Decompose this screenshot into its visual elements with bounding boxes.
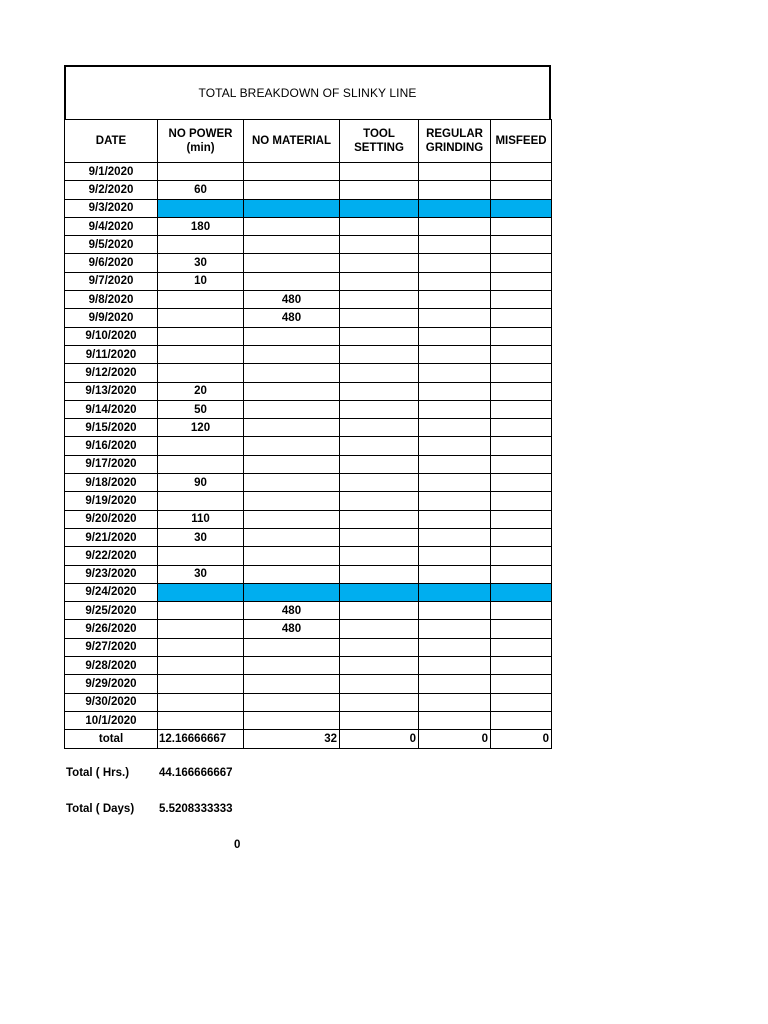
- date-cell: 9/17/2020: [65, 455, 158, 473]
- tool-setting-cell: [340, 419, 419, 437]
- breakdown-sheet: [64, 65, 551, 749]
- no-power-cell: [158, 291, 244, 309]
- regular-grinding-cell: [419, 675, 491, 693]
- no-material-cell: [244, 675, 340, 693]
- date-cell: 9/7/2020: [65, 272, 158, 290]
- misfeed-cell: [491, 181, 552, 199]
- no-material-cell: [244, 474, 340, 492]
- regular-grinding-cell: [419, 510, 491, 528]
- table-row: [65, 345, 552, 363]
- no-material-cell: [244, 400, 340, 418]
- header-tool-setting: [340, 120, 419, 163]
- no-material-cell: [244, 528, 340, 546]
- misfeed-cell: [491, 510, 552, 528]
- regular-grinding-cell: [419, 437, 491, 455]
- table-row: [65, 327, 552, 345]
- table-row: [65, 638, 552, 656]
- no-material-cell: 480: [244, 291, 340, 309]
- regular-grinding-cell: [419, 583, 491, 601]
- table-row: [65, 675, 552, 693]
- misfeed-cell: [491, 474, 552, 492]
- regular-grinding-cell: [419, 163, 491, 181]
- misfeed-cell: [491, 217, 552, 235]
- table-row: [65, 199, 552, 217]
- misfeed-cell: [491, 272, 552, 290]
- regular-grinding-cell: [419, 327, 491, 345]
- sheet-title-text: TOTAL BREAKDOWN OF SLINKY LINE: [198, 86, 417, 100]
- date-cell: 9/11/2020: [65, 345, 158, 363]
- table-row: [65, 163, 552, 181]
- misfeed-cell: [491, 528, 552, 546]
- no-material-cell: [244, 217, 340, 235]
- date-cell: 9/2/2020: [65, 181, 158, 199]
- date-cell: 9/22/2020: [65, 547, 158, 565]
- summary-extra-value: 0: [234, 839, 241, 851]
- date-cell: 9/29/2020: [65, 675, 158, 693]
- date-cell: 9/6/2020: [65, 254, 158, 272]
- totals-regular-grinding: 0: [419, 730, 491, 748]
- no-power-cell: 30: [158, 254, 244, 272]
- misfeed-cell: [491, 199, 552, 217]
- regular-grinding-cell: [419, 400, 491, 418]
- table-row: [65, 510, 552, 528]
- date-cell: 9/5/2020: [65, 236, 158, 254]
- no-power-cell: 120: [158, 419, 244, 437]
- date-cell: 9/8/2020: [65, 291, 158, 309]
- no-material-cell: [244, 455, 340, 473]
- totals-no-power: 12.16666667: [158, 730, 244, 748]
- date-cell: 9/23/2020: [65, 565, 158, 583]
- no-power-cell: 30: [158, 565, 244, 583]
- table-row: [65, 711, 552, 729]
- regular-grinding-cell: [419, 492, 491, 510]
- date-cell: 9/10/2020: [65, 327, 158, 345]
- table-row: [65, 400, 552, 418]
- tool-setting-cell: [340, 163, 419, 181]
- misfeed-cell: [491, 693, 552, 711]
- no-material-cell: [244, 181, 340, 199]
- header-no-power-line1: NO POWER: [168, 128, 233, 140]
- no-power-cell: [158, 602, 244, 620]
- tool-setting-cell: [340, 217, 419, 235]
- date-cell: 9/14/2020: [65, 400, 158, 418]
- breakdown-table: [64, 119, 552, 749]
- no-power-cell: 60: [158, 181, 244, 199]
- tool-setting-cell: [340, 291, 419, 309]
- totals-label: total: [65, 730, 158, 748]
- no-material-cell: [244, 492, 340, 510]
- no-power-cell: [158, 657, 244, 675]
- tool-setting-cell: [340, 620, 419, 638]
- no-power-cell: [158, 199, 244, 217]
- date-cell: 9/21/2020: [65, 528, 158, 546]
- table-row: [65, 272, 552, 290]
- date-cell: 9/9/2020: [65, 309, 158, 327]
- tool-setting-cell: [340, 437, 419, 455]
- misfeed-cell: [491, 163, 552, 181]
- table-row: [65, 492, 552, 510]
- misfeed-cell: [491, 675, 552, 693]
- misfeed-cell: [491, 382, 552, 400]
- table-row: [65, 217, 552, 235]
- misfeed-cell: [491, 455, 552, 473]
- regular-grinding-cell: [419, 602, 491, 620]
- summary-hours-value: 44.166666667: [159, 767, 233, 779]
- no-material-cell: [244, 638, 340, 656]
- tool-setting-cell: [340, 382, 419, 400]
- regular-grinding-cell: [419, 217, 491, 235]
- table-row: [65, 657, 552, 675]
- tool-setting-cell: [340, 693, 419, 711]
- no-power-cell: [158, 309, 244, 327]
- table-row: [65, 547, 552, 565]
- regular-grinding-cell: [419, 657, 491, 675]
- date-cell: 9/19/2020: [65, 492, 158, 510]
- misfeed-cell: [491, 638, 552, 656]
- table-row: [65, 528, 552, 546]
- no-power-cell: [158, 620, 244, 638]
- date-cell: 9/25/2020: [65, 602, 158, 620]
- date-cell: 9/1/2020: [65, 163, 158, 181]
- no-material-cell: [244, 711, 340, 729]
- table-row: [65, 602, 552, 620]
- date-cell: 9/26/2020: [65, 620, 158, 638]
- no-power-cell: [158, 638, 244, 656]
- tool-setting-cell: [340, 400, 419, 418]
- regular-grinding-cell: [419, 474, 491, 492]
- no-power-cell: 110: [158, 510, 244, 528]
- tool-setting-cell: [340, 272, 419, 290]
- totals-row: [65, 730, 552, 748]
- misfeed-cell: [491, 657, 552, 675]
- regular-grinding-cell: [419, 272, 491, 290]
- misfeed-cell: [491, 236, 552, 254]
- regular-grinding-cell: [419, 236, 491, 254]
- tool-setting-cell: [340, 510, 419, 528]
- no-power-cell: [158, 163, 244, 181]
- no-power-cell: [158, 327, 244, 345]
- tool-setting-cell: [340, 547, 419, 565]
- no-power-cell: [158, 675, 244, 693]
- date-cell: 9/12/2020: [65, 364, 158, 382]
- no-material-cell: [244, 236, 340, 254]
- no-material-cell: [244, 583, 340, 601]
- no-material-cell: [244, 510, 340, 528]
- no-power-cell: 50: [158, 400, 244, 418]
- regular-grinding-cell: [419, 638, 491, 656]
- misfeed-cell: [491, 565, 552, 583]
- misfeed-cell: [491, 547, 552, 565]
- date-cell: 9/4/2020: [65, 217, 158, 235]
- no-power-cell: [158, 345, 244, 363]
- no-power-cell: [158, 236, 244, 254]
- misfeed-cell: [491, 400, 552, 418]
- tool-setting-cell: [340, 675, 419, 693]
- header-no-material: NO MATERIAL: [244, 120, 340, 163]
- regular-grinding-cell: [419, 345, 491, 363]
- regular-grinding-cell: [419, 199, 491, 217]
- tool-setting-cell: [340, 199, 419, 217]
- no-material-cell: [244, 163, 340, 181]
- header-regular-line2: GRINDING: [425, 142, 484, 154]
- date-cell: 9/30/2020: [65, 693, 158, 711]
- no-material-cell: [244, 419, 340, 437]
- regular-grinding-cell: [419, 693, 491, 711]
- table-row: [65, 693, 552, 711]
- misfeed-cell: [491, 254, 552, 272]
- misfeed-cell: [491, 327, 552, 345]
- no-material-cell: [244, 327, 340, 345]
- no-material-cell: [244, 272, 340, 290]
- no-power-cell: [158, 437, 244, 455]
- table-row: [65, 382, 552, 400]
- tool-setting-cell: [340, 345, 419, 363]
- no-power-cell: [158, 455, 244, 473]
- header-misfeed: MISFEED: [491, 120, 552, 163]
- summary-days-label: Total ( Days): [66, 803, 135, 815]
- date-cell: 10/1/2020: [65, 711, 158, 729]
- table-row: [65, 419, 552, 437]
- tool-setting-cell: [340, 254, 419, 272]
- no-power-cell: [158, 583, 244, 601]
- no-power-cell: 180: [158, 217, 244, 235]
- totals-misfeed: 0: [491, 730, 552, 748]
- no-material-cell: [244, 382, 340, 400]
- regular-grinding-cell: [419, 181, 491, 199]
- no-power-cell: 10: [158, 272, 244, 290]
- misfeed-cell: [491, 291, 552, 309]
- misfeed-cell: [491, 711, 552, 729]
- misfeed-cell: [491, 345, 552, 363]
- summary-hours-label: Total ( Hrs.): [66, 767, 130, 779]
- no-material-cell: [244, 254, 340, 272]
- header-tool-line1: TOOL: [363, 128, 395, 140]
- date-cell: 9/28/2020: [65, 657, 158, 675]
- regular-grinding-cell: [419, 419, 491, 437]
- misfeed-cell: [491, 419, 552, 437]
- regular-grinding-cell: [419, 382, 491, 400]
- regular-grinding-cell: [419, 528, 491, 546]
- regular-grinding-cell: [419, 620, 491, 638]
- misfeed-cell: [491, 492, 552, 510]
- totals-no-material: 32: [244, 730, 340, 748]
- tool-setting-cell: [340, 181, 419, 199]
- table-row: [65, 437, 552, 455]
- header-regular-line1: REGULAR: [426, 128, 483, 140]
- no-material-cell: [244, 547, 340, 565]
- misfeed-cell: [491, 583, 552, 601]
- tool-setting-cell: [340, 455, 419, 473]
- table-row: [65, 364, 552, 382]
- tool-setting-cell: [340, 565, 419, 583]
- summary-days-value: 5.5208333333: [159, 803, 233, 815]
- date-cell: 9/24/2020: [65, 583, 158, 601]
- date-cell: 9/15/2020: [65, 419, 158, 437]
- no-material-cell: [244, 364, 340, 382]
- no-material-cell: 480: [244, 309, 340, 327]
- tool-setting-cell: [340, 474, 419, 492]
- no-material-cell: [244, 437, 340, 455]
- header-date: DATE: [65, 120, 158, 163]
- no-power-cell: 30: [158, 528, 244, 546]
- table-row: [65, 474, 552, 492]
- regular-grinding-cell: [419, 565, 491, 583]
- regular-grinding-cell: [419, 364, 491, 382]
- date-cell: 9/13/2020: [65, 382, 158, 400]
- no-material-cell: [244, 345, 340, 363]
- no-material-cell: [244, 199, 340, 217]
- regular-grinding-cell: [419, 254, 491, 272]
- no-power-cell: [158, 364, 244, 382]
- date-cell: 9/27/2020: [65, 638, 158, 656]
- misfeed-cell: [491, 437, 552, 455]
- tool-setting-cell: [340, 327, 419, 345]
- misfeed-cell: [491, 364, 552, 382]
- misfeed-cell: [491, 309, 552, 327]
- tool-setting-cell: [340, 583, 419, 601]
- table-body: [65, 163, 552, 730]
- sheet-title: [64, 65, 551, 119]
- table-row: [65, 455, 552, 473]
- date-cell: 9/18/2020: [65, 474, 158, 492]
- no-material-cell: 480: [244, 602, 340, 620]
- no-material-cell: [244, 565, 340, 583]
- table-row: [65, 583, 552, 601]
- misfeed-cell: [491, 602, 552, 620]
- no-power-cell: [158, 547, 244, 565]
- table-row: [65, 254, 552, 272]
- table-row: [65, 291, 552, 309]
- tool-setting-cell: [340, 711, 419, 729]
- table-row: [65, 181, 552, 199]
- misfeed-cell: [491, 620, 552, 638]
- tool-setting-cell: [340, 638, 419, 656]
- header-tool-line2: SETTING: [354, 142, 404, 154]
- regular-grinding-cell: [419, 547, 491, 565]
- no-power-cell: 90: [158, 474, 244, 492]
- table-row: [65, 236, 552, 254]
- no-power-cell: [158, 711, 244, 729]
- no-material-cell: 480: [244, 620, 340, 638]
- date-cell: 9/20/2020: [65, 510, 158, 528]
- regular-grinding-cell: [419, 291, 491, 309]
- header-row: [65, 120, 552, 163]
- no-material-cell: [244, 693, 340, 711]
- no-power-cell: 20: [158, 382, 244, 400]
- tool-setting-cell: [340, 364, 419, 382]
- date-cell: 9/16/2020: [65, 437, 158, 455]
- no-power-cell: [158, 492, 244, 510]
- header-no-power-line2: (min): [186, 142, 215, 154]
- tool-setting-cell: [340, 309, 419, 327]
- table-row: [65, 309, 552, 327]
- tool-setting-cell: [340, 236, 419, 254]
- header-regular-grinding: [419, 120, 491, 163]
- no-power-cell: [158, 693, 244, 711]
- header-no-power: [158, 120, 244, 163]
- table-row: [65, 620, 552, 638]
- tool-setting-cell: [340, 528, 419, 546]
- regular-grinding-cell: [419, 309, 491, 327]
- regular-grinding-cell: [419, 455, 491, 473]
- table-row: [65, 565, 552, 583]
- totals-tool-setting: 0: [340, 730, 419, 748]
- tool-setting-cell: [340, 657, 419, 675]
- no-material-cell: [244, 657, 340, 675]
- tool-setting-cell: [340, 602, 419, 620]
- date-cell: 9/3/2020: [65, 199, 158, 217]
- regular-grinding-cell: [419, 711, 491, 729]
- tool-setting-cell: [340, 492, 419, 510]
